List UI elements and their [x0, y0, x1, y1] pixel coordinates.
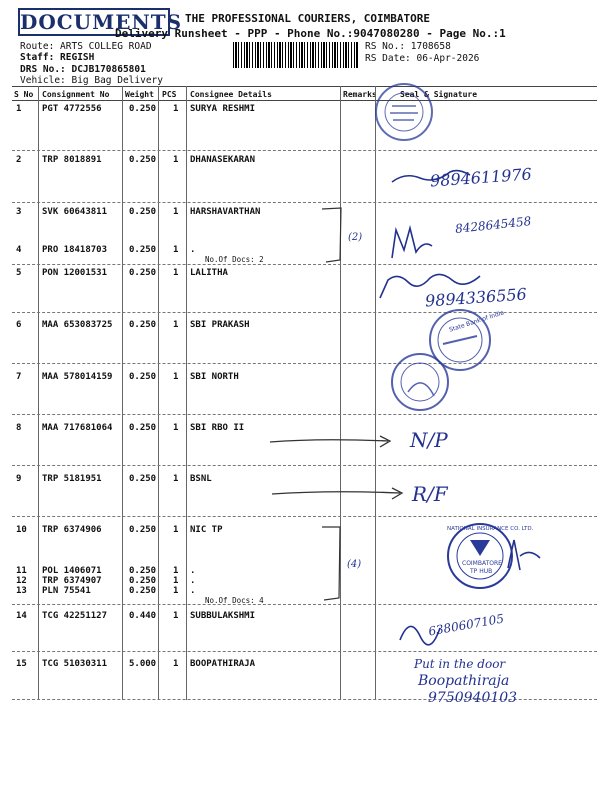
row-weight: 0.250: [129, 423, 157, 433]
row-sno: 8: [16, 423, 22, 433]
row-pcs: 1: [173, 245, 179, 255]
sbi-stamp-label: State Bank of India: [448, 309, 505, 334]
handwriting-phone-row14: 6380607105: [427, 611, 505, 639]
row-pcs: 1: [173, 659, 179, 669]
row-sno: 5: [16, 268, 22, 278]
table-row: [0, 659, 340, 671]
row-consignment: PLN 75541: [42, 586, 91, 596]
table-row: [0, 474, 340, 486]
col-seal: Seal & Signature: [400, 90, 478, 99]
table-row: [0, 611, 340, 623]
row-weight: 0.250: [129, 586, 157, 596]
col-divider: [38, 86, 39, 700]
row-weight: 0.250: [129, 576, 157, 586]
row-weight: 0.250: [129, 245, 157, 255]
row-separator: [12, 363, 597, 364]
table-row: [0, 586, 340, 598]
row-separator: [12, 264, 597, 265]
row-weight: 0.250: [129, 268, 157, 278]
rs-date: RS Date: 06-Apr-2026: [365, 53, 480, 64]
row-separator: [12, 414, 597, 415]
handwriting-count-2: (2): [348, 232, 363, 243]
row-weight: 0.250: [129, 155, 157, 165]
row-consignment: MAA 717681064: [42, 423, 113, 433]
row-sno: 1: [16, 104, 22, 114]
row-pcs: 1: [173, 423, 179, 433]
col-consignee: Consignee Details: [190, 90, 272, 99]
barcode: [233, 42, 358, 68]
row-weight: 0.250: [129, 372, 157, 382]
row-weight: 0.250: [129, 104, 157, 114]
table-row: [0, 245, 340, 257]
row-sno: 14: [16, 611, 27, 621]
row-consignee: LALITHA: [190, 268, 228, 278]
row-separator: [12, 465, 597, 466]
arrow-row-9: [272, 492, 400, 494]
row-pcs: 1: [173, 586, 179, 596]
staff-label: Staff: REGISH: [20, 52, 95, 63]
row-consignment: MAA 653083725: [42, 320, 113, 330]
row-consignee: .: [190, 576, 196, 586]
row-consignment: SVK 60643811: [42, 207, 108, 217]
row-separator: [12, 651, 597, 652]
table-header-rule: [12, 100, 597, 101]
row-sno: 13: [16, 586, 27, 596]
nic-stamp-hub: TP HUB: [470, 568, 493, 575]
table-row: [0, 320, 340, 332]
row-consignment: PGT 4772556: [42, 104, 102, 114]
row-pcs: 1: [173, 474, 179, 484]
row-consignment: TRP 5181951: [42, 474, 102, 484]
row-sno: 10: [16, 525, 27, 535]
row-separator: [12, 516, 597, 517]
row-consignee: BOOPATHIRAJA: [190, 659, 256, 669]
runsheet-subtitle: Delivery Runsheet - PPP - Phone No.:9047080280 - Page No.:1: [115, 27, 506, 40]
handwriting-phone-row3: 8428645458: [454, 214, 532, 236]
row-consignee: SURYA RESHMI: [190, 104, 256, 114]
row-consignee: SBI RBO II: [190, 423, 245, 433]
row-separator: [12, 150, 597, 151]
row-weight: 0.440: [129, 611, 157, 621]
col-weight: Weight: [125, 90, 154, 99]
row-consignment: PRO 18418703: [42, 245, 108, 255]
row-pcs: 1: [173, 611, 179, 621]
company-title: THE PROFESSIONAL COURIERS, COIMBATORE: [185, 12, 431, 25]
col-consignment: Consignment No: [42, 90, 110, 99]
signature-row3: [392, 228, 432, 258]
col-divider: [375, 86, 376, 700]
col-divider: [122, 86, 123, 700]
row-consignee: SBI PRAKASH: [190, 320, 250, 330]
row-separator: [12, 312, 597, 313]
row-pcs: 1: [173, 320, 179, 330]
row-consignment: POL 1406071: [42, 566, 102, 576]
col-sno: S No: [14, 90, 34, 99]
row-consignee: BSNL: [190, 474, 212, 484]
drs-number: DRS No.: DCJB170865801: [20, 64, 146, 75]
documents-logo: DOCUMENTS: [20, 10, 183, 34]
row-consignee: HARSHAVARTHAN: [190, 207, 261, 217]
row-pcs: 1: [173, 207, 179, 217]
row-pcs: 1: [173, 372, 179, 382]
table-row: [0, 207, 340, 219]
table-row: [0, 525, 340, 537]
nic-stamp-label: NATIONAL INSURANCE CO. LTD.: [447, 526, 534, 532]
handwriting-row15-line2: Boopathiraja: [418, 673, 510, 689]
handwriting-phone-row5: 9894336556: [424, 284, 528, 311]
row-sno: 11: [16, 566, 27, 576]
table-top-rule: [12, 86, 597, 87]
handwriting-count-4: (4): [347, 559, 362, 570]
row-weight: 0.250: [129, 566, 157, 576]
vehicle-label: Vehicle: Big Bag Delivery: [20, 75, 163, 86]
row-consignment: TRP 8018891: [42, 155, 102, 165]
row-sno: 2: [16, 155, 22, 165]
row-pcs: 1: [173, 155, 179, 165]
row-consignee: SUBBULAKSHMI: [190, 611, 256, 621]
col-divider: [158, 86, 159, 700]
col-pcs: PCS: [162, 90, 177, 99]
table-row: [0, 155, 340, 167]
row-consignment: TRP 6374906: [42, 525, 102, 535]
row-consignee: .: [190, 245, 196, 255]
row-sno: 3: [16, 207, 22, 217]
row-weight: 0.250: [129, 474, 157, 484]
row-weight: 0.250: [129, 525, 157, 535]
row-pcs: 1: [173, 268, 179, 278]
route-label: Route: ARTS COLLEG ROAD: [20, 41, 152, 52]
nic-stamp-city: COIMBATORE: [462, 560, 502, 567]
table-row: [0, 104, 340, 116]
row-pcs: 1: [173, 566, 179, 576]
docs-count: No.Of Docs: 2: [205, 255, 264, 264]
handwriting-np: N/P: [410, 428, 448, 452]
docs-count: No.Of Docs: 4: [205, 596, 264, 605]
row-consignment: MAA 578014159: [42, 372, 113, 382]
row-consignee: SBI NORTH: [190, 372, 239, 382]
table-row: [0, 423, 340, 435]
col-divider: [340, 86, 341, 700]
row-weight: 0.250: [129, 207, 157, 217]
row-consignee: DHANASEKARAN: [190, 155, 256, 165]
row-separator: [12, 604, 597, 605]
col-divider: [186, 86, 187, 700]
row-consignment: TRP 6374907: [42, 576, 102, 586]
table-row: [0, 268, 340, 280]
col-remarks: Remarks: [343, 90, 377, 99]
table-row: [0, 372, 340, 384]
row-consignment: TCG 51030311: [42, 659, 108, 669]
row-consignment: PON 12001531: [42, 268, 108, 278]
rs-number: RS No.: 1708658: [365, 41, 451, 52]
row-sno: 6: [16, 320, 22, 330]
row-weight: 0.250: [129, 320, 157, 330]
row-separator: [12, 202, 597, 203]
arrow-row-8: [270, 440, 388, 442]
nic-stamp: [448, 524, 512, 588]
row-weight: 5.000: [129, 659, 157, 669]
row-sno: 9: [16, 474, 22, 484]
row-sno: 15: [16, 659, 27, 669]
row-sno: 12: [16, 576, 27, 586]
row-consignment: TCG 42251127: [42, 611, 108, 621]
row-consignee: .: [190, 586, 196, 596]
handwriting-phone-row2: 9894611976: [429, 164, 533, 191]
signature-row10: [508, 540, 540, 570]
handwriting-rf: R/F: [412, 482, 448, 506]
row-consignee: .: [190, 566, 196, 576]
row-sno: 7: [16, 372, 22, 382]
handwriting-row15-line1: Put in the door: [414, 657, 506, 671]
row-pcs: 1: [173, 525, 179, 535]
row-consignee: NIC TP: [190, 525, 223, 535]
row-pcs: 1: [173, 576, 179, 586]
handwriting-row15-line3: 9750940103: [428, 690, 518, 706]
row-sno: 4: [16, 245, 22, 255]
row-pcs: 1: [173, 104, 179, 114]
